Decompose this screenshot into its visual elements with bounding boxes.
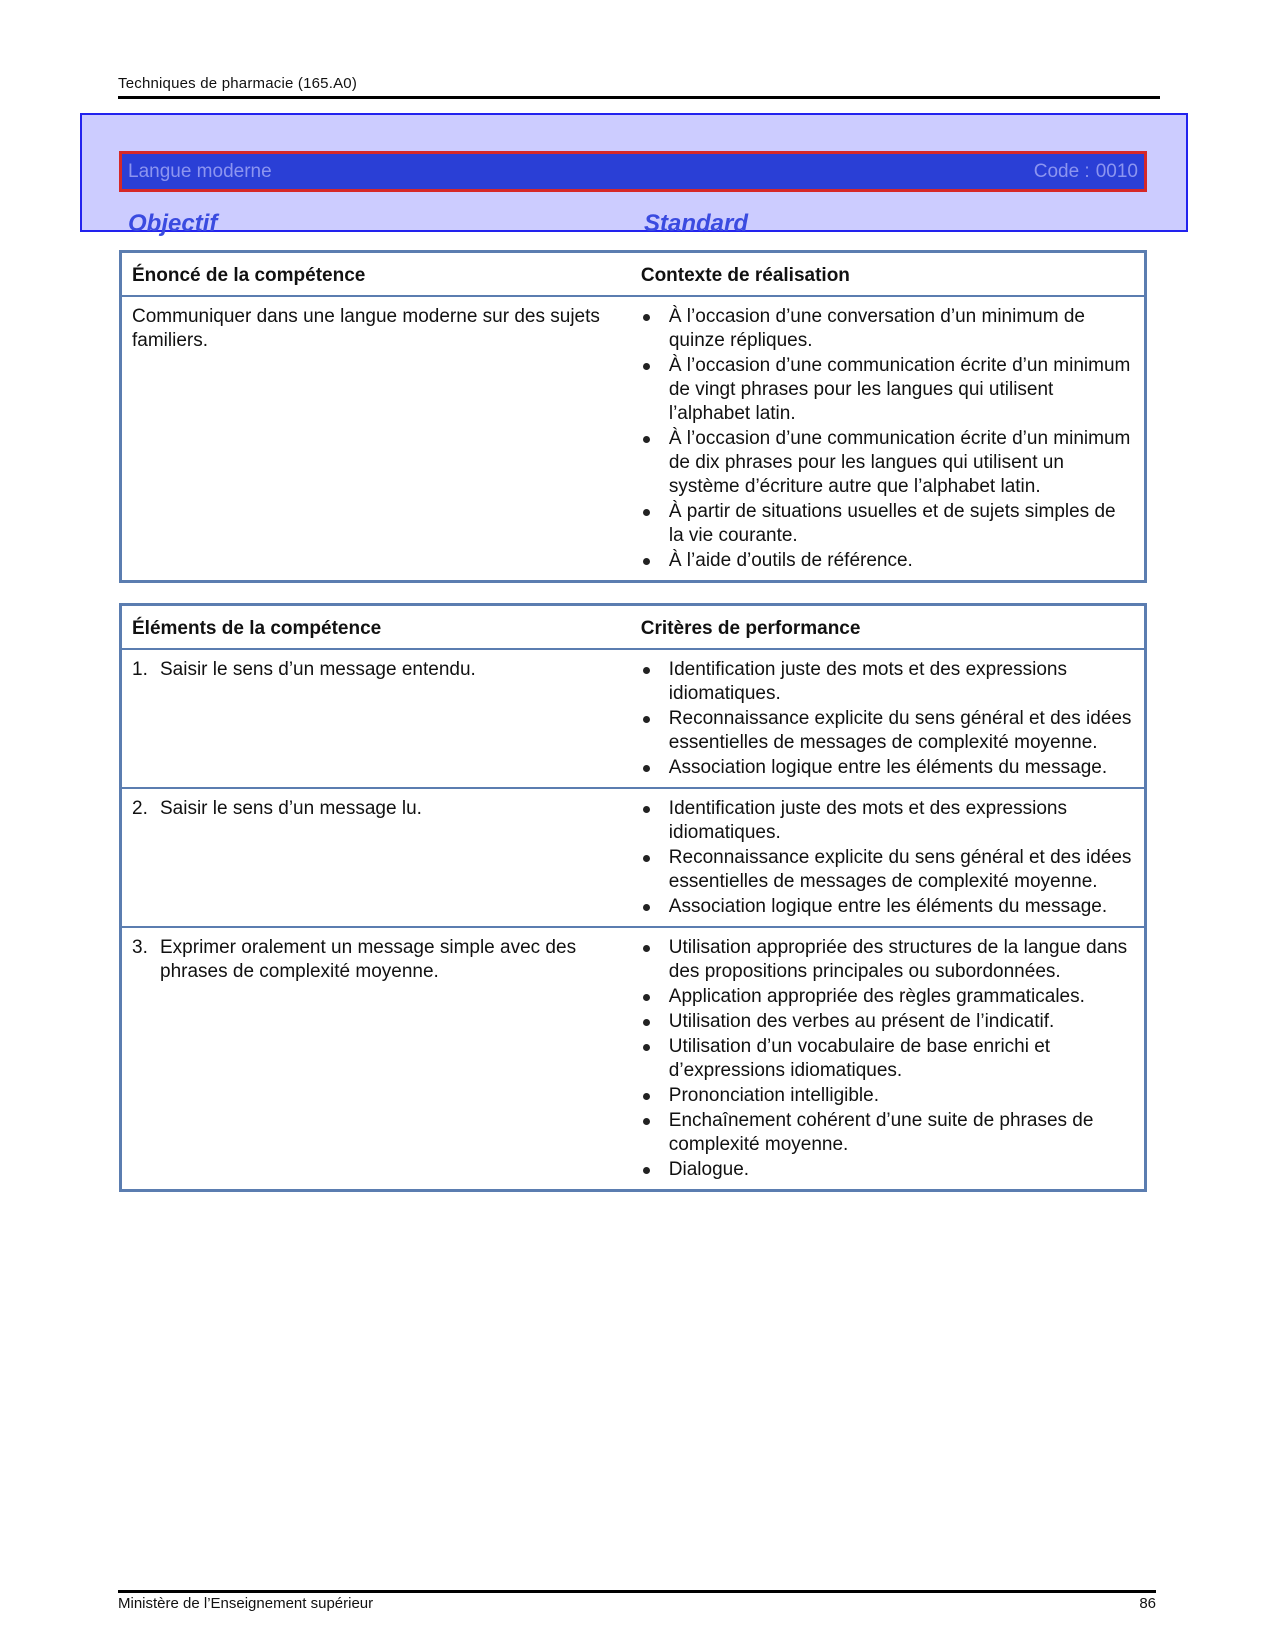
bullet-icon — [643, 1093, 650, 1100]
criteria-list — [641, 936, 1134, 1182]
element-cell — [121, 788, 631, 927]
elements-body — [121, 649, 1146, 1191]
criteria-item — [641, 1084, 1134, 1108]
competence-table — [119, 250, 1147, 583]
criteria-item-text: Association logique entre les éléments du message. — [668, 896, 1108, 917]
context-item — [641, 354, 1134, 426]
element-row — [121, 649, 1146, 788]
bullet-icon — [643, 994, 650, 1001]
criteria-list — [641, 658, 1134, 780]
statement-header: Énoncé de la compétence — [121, 252, 631, 297]
criteria-item-text: Utilisation appropriée des structures de la langue dans des propositions principales ou subordonnées. — [668, 937, 1128, 982]
element-item — [132, 797, 621, 821]
page-number: 86 — [1139, 1595, 1156, 1612]
context-item-text: À l’occasion d’une communication écrite d’un minimum de vingt phrases pour les langues qui utilisent l’alphabet latin. — [668, 355, 1131, 424]
context-cell — [631, 296, 1146, 582]
criteria-item — [641, 1035, 1134, 1083]
document-footer — [118, 1590, 1156, 1612]
bullet-icon — [643, 314, 650, 321]
criteria-item — [641, 658, 1134, 706]
bullet-icon — [643, 1118, 650, 1125]
elements-table — [119, 603, 1147, 1192]
bullet-icon — [643, 436, 650, 443]
context-item — [641, 427, 1134, 499]
criteria-item — [641, 846, 1134, 894]
element-row — [121, 927, 1146, 1191]
criteria-cell — [631, 788, 1146, 927]
bullet-icon — [643, 1167, 650, 1174]
code-value: 0010 — [1095, 160, 1138, 182]
code-group — [1034, 161, 1138, 183]
criteria-item-text: Identification juste des mots et des expressions idiomatiques. — [668, 798, 1067, 843]
criteria-header: Critères de performance — [631, 605, 1146, 650]
context-list — [641, 305, 1134, 573]
criteria-list — [641, 797, 1134, 919]
criteria-item — [641, 895, 1134, 919]
element-cell — [121, 927, 631, 1191]
criteria-item — [641, 756, 1134, 780]
context-header: Contexte de réalisation — [631, 252, 1146, 297]
subject-title: Langue moderne — [128, 160, 272, 182]
bullet-icon — [643, 806, 650, 813]
context-item-text: À l’occasion d’une communication écrite d’un minimum de dix phrases pour les langues qui utilisent un système d’écriture autre que l’alphabet latin. — [668, 428, 1131, 497]
criteria-item-text: Enchaînement cohérent d’une suite de phrases de complexité moyenne. — [668, 1110, 1094, 1155]
criteria-item-text: Reconnaissance explicite du sens général et des idées essentielles de messages de complexité moyenne. — [668, 847, 1132, 892]
element-item — [132, 658, 621, 682]
criteria-item-text: Utilisation d’un vocabulaire de base enrichi et d’expressions idiomatiques. — [668, 1036, 1051, 1081]
criteria-item — [641, 797, 1134, 845]
objective-heading: Objectif — [128, 210, 218, 237]
program-title: Techniques de pharmacie (165.A0) — [118, 75, 358, 92]
context-item-text: À partir de situations usuelles et de sujets simples de la vie courante. — [668, 501, 1116, 546]
standard-heading: Standard — [644, 210, 749, 237]
criteria-item — [641, 936, 1134, 984]
criteria-item-text: Dialogue. — [668, 1159, 750, 1180]
context-item-text: À l’aide d’outils de référence. — [668, 550, 913, 571]
ministry-name: Ministère de l’Enseignement supérieur — [118, 1595, 374, 1612]
criteria-item-text: Identification juste des mots et des expressions idiomatiques. — [668, 659, 1067, 704]
bullet-icon — [643, 716, 650, 723]
criteria-item — [641, 1010, 1134, 1034]
context-item-text: À l’occasion d’une conversation d’un minimum de quinze répliques. — [668, 306, 1085, 351]
competence-statement: Communiquer dans une langue moderne sur des sujets familiers. — [132, 306, 600, 351]
context-item — [641, 549, 1134, 573]
bullet-icon — [643, 1044, 650, 1051]
criteria-item — [641, 1109, 1134, 1157]
criteria-item-text: Prononciation intelligible. — [668, 1085, 879, 1106]
element-number: 2. — [132, 798, 148, 819]
criteria-item — [641, 985, 1134, 1009]
element-cell — [121, 649, 631, 788]
criteria-cell — [631, 649, 1146, 788]
criteria-item-text: Association logique entre les éléments du message. — [668, 757, 1108, 778]
element-text: Saisir le sens d’un message lu. — [160, 798, 422, 819]
criteria-cell — [631, 927, 1146, 1191]
criteria-item-text: Reconnaissance explicite du sens général et des idées essentielles de messages de complexité moyenne. — [668, 708, 1132, 753]
criteria-item-text: Utilisation des verbes au présent de l’indicatif. — [668, 1011, 1055, 1032]
context-item — [641, 305, 1134, 353]
bullet-icon — [643, 765, 650, 772]
bullet-icon — [643, 855, 650, 862]
bullet-icon — [643, 904, 650, 911]
code-label: Code : — [1033, 160, 1090, 182]
element-number: 3. — [132, 937, 148, 958]
document-header — [118, 75, 1160, 99]
bullet-icon — [643, 1019, 650, 1026]
criteria-item — [641, 707, 1134, 755]
criteria-item-text: Application appropriée des règles grammaticales. — [668, 986, 1085, 1007]
element-number: 1. — [132, 659, 148, 680]
elements-header: Éléments de la compétence — [121, 605, 631, 650]
bullet-icon — [643, 945, 650, 952]
competence-statement-cell — [121, 296, 631, 582]
element-row — [121, 788, 1146, 927]
bullet-icon — [643, 363, 650, 370]
bullet-icon — [643, 558, 650, 565]
element-text: Saisir le sens d’un message entendu. — [160, 659, 476, 680]
title-bar — [119, 151, 1147, 192]
bullet-icon — [643, 667, 650, 674]
bullet-icon — [643, 509, 650, 516]
element-item — [132, 936, 621, 984]
context-item — [641, 500, 1134, 548]
element-text: Exprimer oralement un message simple avec des phrases de complexité moyenne. — [160, 937, 577, 982]
criteria-item — [641, 1158, 1134, 1182]
